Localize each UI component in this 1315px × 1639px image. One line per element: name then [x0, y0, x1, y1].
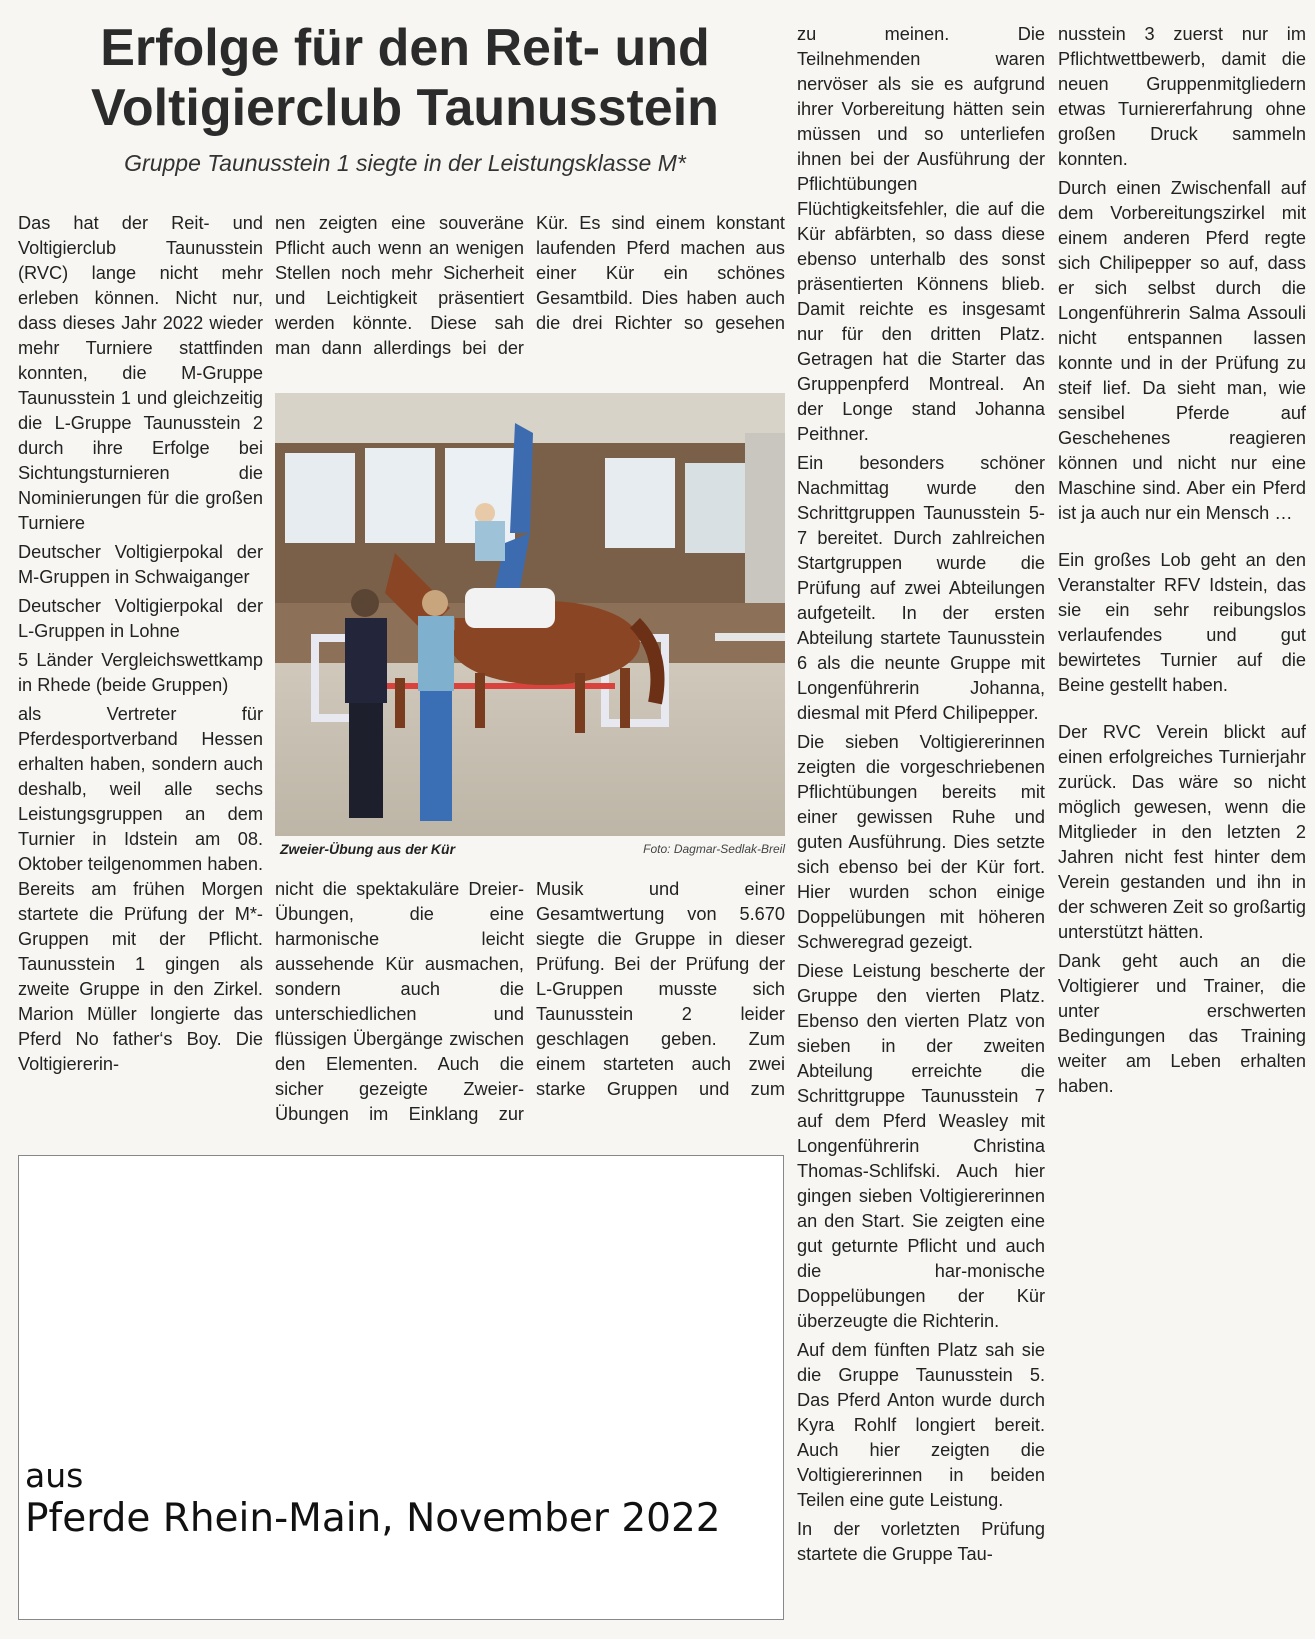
paragraph: Durch einen Zwischenfall auf dem Vorbereitungszirkel mit einem anderen Pferd regte sich Chilipepper so auf, dass er sich selbst durch die Longenführerin Salma Assouli nicht entspannen lassen konnte und in der Prüfung zu steif lief. Da sieht man, wie sensibel Pferde auf Geschehenes reagieren können und nicht nur eine Maschine sind. Aber ein Pferd ist ja auch nur ein Mensch …	[1058, 178, 1306, 523]
paragraph: nen zeigten eine souveräne Pflicht auch wenn an wenigen Stellen noch mehr Sicherheit und Leichtigkeit präsentiert werden könnte. Diese sah man dann allerdings bei der Kür. Es sind einem konstant laufenden Pferd machen aus einer Kür ein schönes Gesamtbild. Dies haben auch die drei Richter so gesehen	[275, 213, 785, 358]
paragraph: Deutscher Voltigierpokal der L-Gruppen in Lohne	[18, 596, 263, 641]
paragraph: nicht die spektakuläre Dreier-Übungen, die eine harmonische leicht aussehende Kür ausmachen, sondern auch die unterschiedlichen und flüssigen Übergänge zwischen den Elementen. Auch die sicher gezeigte Zweier-Übungen im Einklang zur Musik und einer Gesamtwertung von 5.670 siegte die Gruppe in dieser Prüfung. Bei der Prüfung der L-Gruppen musste sich Taunusstein 2 leider geschlagen geben. Zum einem starteten auch zwei starke Gruppen und zum	[275, 879, 785, 1124]
photo-credit: Foto: Dagmar-Sedlak-Breil	[643, 842, 785, 856]
text-column-5	[1058, 22, 1306, 1152]
headline-line-1: Erfolge für den Reit- und	[100, 19, 710, 77]
paragraph: nusstein 3 zuerst nur im Pflichtwettbewerb, damit die neuen Gruppenmitgliedern etwas Turniererfahrung ohne großen Druck sammeln konnten.	[1058, 24, 1306, 169]
article-headline	[30, 18, 780, 138]
text-column-4	[797, 22, 1045, 1627]
text-column-1	[18, 211, 263, 1136]
paragraph: Der RVC Verein blickt auf einen erfolgreiches Turnierjahr zurück. Das wäre so nicht möglich gewesen, wenn die Mitglieder in den letzten 2 Jahren nicht fest hinter dem Verein gestanden und ihn in der schweren Zeit so großartig unterstützt hätten.	[1058, 722, 1306, 942]
paragraph: 5 Länder Vergleichswettkamp in Rhede (beide Gruppen)	[18, 650, 263, 695]
source-prefix: aus	[25, 1456, 84, 1495]
paragraph: Dank geht auch an die Voltigierer und Trainer, die unter erschwerten Bedingungen das Training weiter am Leben erhalten haben.	[1058, 951, 1306, 1096]
vaulting-scene-illustration	[275, 393, 785, 836]
text-columns-2-3-bottom	[275, 877, 785, 1137]
paragraph: In der vorletzten Prüfung startete die Gruppe Tau-	[797, 1519, 1045, 1564]
article-subheadline: Gruppe Taunusstein 1 siegte in der Leistungsklasse M*	[124, 150, 686, 176]
paragraph: Diese Leistung bescherte der Gruppe den vierten Platz. Ebenso den vierten Platz von sieben in der zweiten Abteilung erreichte die Schrittgruppe Taunusstein 7 auf dem Pferd Weasley mit Longenführerin Christina Thomas-Schlifski. Auch hier gingen sieben Voltigiererinnen an den Start. Sie zeigten eine gut geturnte Pflicht und auch die har-monische Doppelübungen der Kür überzeugte die Richterin.	[797, 961, 1045, 1331]
text-columns-2-3-top	[275, 211, 785, 381]
paragraph: Das hat der Reit- und Voltigierclub Taunusstein (RVC) lange nicht mehr erleben können. Nicht nur, dass dieses Jahr 2022 wieder mehr Turniere stattfinden konnten, die M-Gruppe Taunusstein 1 und gleichzeitig die L-Gruppe Taunusstein 2 durch ihre Erfolge bei Sichtungsturnieren die Nominierungen für die großen Turniere	[18, 213, 263, 533]
paragraph: Die sieben Voltigiererinnen zeigten die vorgeschriebenen Pflichtübungen bereits mit einer gewissen Ruhe und guten Ausführung. Dies setzte sich ebenso bei der Kür fort. Hier wurden schon einige Doppelübungen mit höheren Schweregrad gezeigt.	[797, 732, 1045, 952]
paragraph: zu meinen. Die Teilnehmenden waren nervöser als sie es aufgrund ihrer Vorbereitung hätten sein müssen und so unterliefen ihnen bei der Ausführung der Pflichtübungen Flüchtigkeitsfehler, die auf die Kür abfärbten, so dass diese ebenso unterhalb des sonst präsentierten Könnens blieb. Damit reichte es insgesamt nur für den dritten Platz. Getragen hat die Starter das Gruppenpferd Montreal. An der Longe stand Johanna Peithner.	[797, 24, 1045, 444]
paragraph: Ein besonders schöner Nachmittag wurde den Schrittgruppen Taunusstein 5-7 bereitet. Durch zahlreichen Startgruppen wurde die Prüfung auf zwei Abteilungen aufgeteilt. In der ersten Abteilung startete Taunusstein 6 als die neunte Gruppe mit Longenführerin Johanna, diesmal mit Pferd Chilipepper.	[797, 453, 1045, 723]
caption-text: Zweier-Übung aus der Kür	[280, 841, 456, 857]
paragraph: Ein großes Lob geht an den Veranstalter RFV Idstein, das sie ein sehr reibungslos verlaufendes und gut bewirtetes Turnier auf die Beine gestellt haben.	[1058, 550, 1306, 695]
paragraph: Auf dem fünften Platz sah sie die Gruppe Taunusstein 5. Das Pferd Anton wurde durch Kyra Rohlf longiert bereit. Auch hier zeigten die Voltigiererinnen in beiden Teilen eine gute Leistung.	[797, 1340, 1045, 1510]
article-photo	[275, 393, 785, 836]
paragraph: Deutscher Voltigierpokal der M-Gruppen in Schwaiganger	[18, 542, 263, 587]
source-publication: Pferde Rhein-Main, November 2022	[25, 1496, 721, 1541]
paragraph: als Vertreter für Pferdesportverband Hessen erhalten haben, sondern auch deshalb, weil alle sechs Leistungsgruppen an dem Turnier in Idstein am 08. Oktober teilgenommen haben. Bereits am frühen Morgen startete die Prüfung der M*-Gruppen mit der Pflicht. Taunusstein 1 gingen als zweite Gruppe in den Zirkel. Marion Müller longierte das Pferd No father‘s Boy. Die Voltigiererin-	[18, 704, 263, 1074]
headline-line-2: Voltigierclub Taunusstein	[91, 79, 719, 137]
photo-caption	[280, 838, 785, 862]
source-note-box	[18, 1155, 784, 1620]
